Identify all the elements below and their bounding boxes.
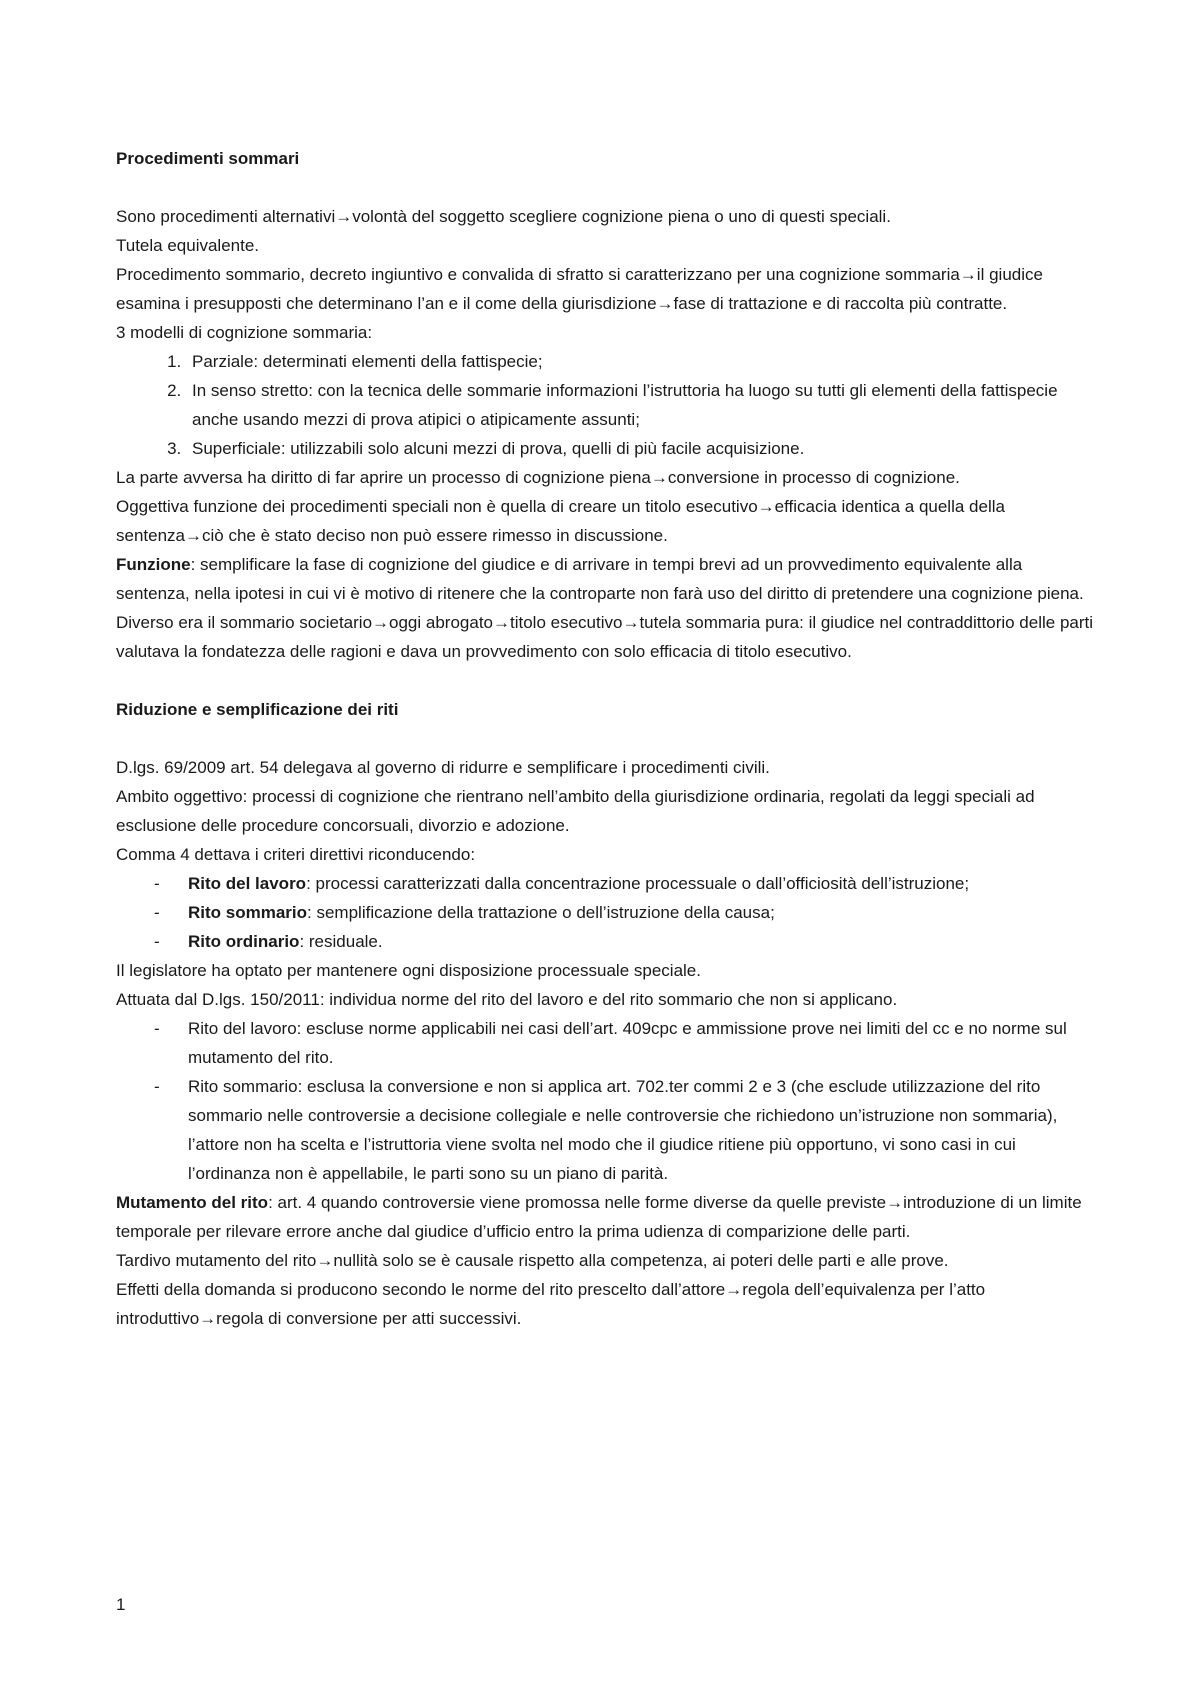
paragraph: 3 modelli di cognizione sommaria: xyxy=(116,323,373,342)
list-item: - Rito sommario: esclusa la conversione e non si applica art. 702.ter commi 2 e 3 (che esclude utilizzazione del rito sommario nelle controversie a decisione collegiale e nelle controversie che richiedono un’istruzione non sommaria), l’attore non ha scelta e l’istruttoria viene svolta nel modo che il giudice ritiene più opportuno, vi sono casi in cui l’ordinanza non è appellabile, le parti sono su un piano di parità. xyxy=(116,1072,1096,1188)
list-item-text: : processi caratterizzati dalla concentrazione processuale o dall’officiosità dell’istruzione; xyxy=(306,874,970,893)
spacer xyxy=(116,666,1096,695)
paragraph: Comma 4 dettava i criteri direttivi riconducendo: xyxy=(116,845,476,864)
section-heading-riduzione: Riduzione e semplificazione dei riti xyxy=(116,700,399,719)
document-page xyxy=(116,144,1096,1333)
bold-term: Rito sommario xyxy=(188,903,308,922)
paragraph xyxy=(116,550,1096,608)
list-item: 1. Parziale: determinati elementi della fattispecie; xyxy=(186,347,1096,376)
list-item xyxy=(116,898,1096,927)
numbered-list xyxy=(116,347,1096,463)
paragraph xyxy=(116,1188,1096,1246)
paragraph: D.lgs. 69/2009 art. 54 delegava al governo di ridurre e semplificare i procedimenti civili. xyxy=(116,758,770,777)
spacer xyxy=(116,173,1096,202)
bold-term: Mutamento del rito xyxy=(116,1193,269,1212)
dash-list xyxy=(116,1014,1096,1188)
paragraph: La parte avversa ha diritto di far aprire un processo di cognizione piena→conversione in processo di cognizione. xyxy=(116,468,960,487)
list-item: 3. Superficiale: utilizzabili solo alcuni mezzi di prova, quelli di più facile acquisizione. xyxy=(186,434,1096,463)
list-item-text: : semplificazione della trattazione o dell’istruzione della causa; xyxy=(307,903,775,922)
section-heading-procedimenti: Procedimenti sommari xyxy=(116,149,300,168)
bold-term: Funzione xyxy=(116,555,191,574)
paragraph: Tardivo mutamento del rito→nullità solo se è causale rispetto alla competenza, ai poteri delle parti e alle prove. xyxy=(116,1251,949,1270)
list-item-text: : residuale. xyxy=(299,932,383,951)
paragraph-text: : art. 4 quando controversie viene promossa nelle forme diverse da quelle previste→introduzione di un limite temporale per rilevare errore anche dal giudice d’ufficio entro la prima udienza di comparizione delle parti. xyxy=(116,1193,1082,1241)
list-item xyxy=(116,927,1096,956)
paragraph: Attuata dal D.lgs. 150/2011: individua norme del rito del lavoro e del rito sommario che non si applicano. xyxy=(116,990,898,1009)
list-item xyxy=(116,869,1096,898)
list-item: - Rito del lavoro: escluse norme applicabili nei casi dell’art. 409cpc e ammissione prove nei limiti del cc e no norme sul mutamento del rito. xyxy=(116,1014,1096,1072)
dash-list xyxy=(116,869,1096,956)
paragraph-text: : semplificare la fase di cognizione del giudice e di arrivare in tempi brevi ad un provvedimento equivalente alla sentenza, nella ipotesi in cui vi è motivo di ritenere che la controparte non farà uso del diritto di pretendere una cognizione piena. xyxy=(116,555,1084,603)
paragraph: Ambito oggettivo: processi di cognizione che rientrano nell’ambito della giurisdizione ordinaria, regolati da leggi speciali ad esclusione delle procedure concorsuali, divorzio e adozione. xyxy=(116,787,1035,835)
bold-term: Rito del lavoro xyxy=(188,874,307,893)
paragraph: Diverso era il sommario societario→oggi abrogato→titolo esecutivo→tutela sommaria pura: il giudice nel contraddittorio delle parti valutava la fondatezza delle ragioni e dava un provvedimento con solo efficacia di titolo esecutivo. xyxy=(116,613,1094,661)
paragraph: Sono procedimenti alternativi→volontà del soggetto scegliere cognizione piena o uno di questi speciali. xyxy=(116,207,891,226)
paragraph: Il legislatore ha optato per mantenere ogni disposizione processuale speciale. xyxy=(116,961,701,980)
page-number: 1 xyxy=(116,1595,126,1614)
paragraph: Oggettiva funzione dei procedimenti speciali non è quella di creare un titolo esecutivo→efficacia identica a quella della sentenza→ciò che è stato deciso non può essere rimesso in discussione. xyxy=(116,497,1005,545)
bold-term: Rito ordinario xyxy=(188,932,300,951)
paragraph: Effetti della domanda si producono secondo le norme del rito prescelto dall’attore→regola dell’equivalenza per l’atto introduttivo→regola di conversione per atti successivi. xyxy=(116,1280,986,1328)
list-item: 2. In senso stretto: con la tecnica delle sommarie informazioni l’istruttoria ha luogo su tutti gli elementi della fattispecie anche usando mezzi di prova atipici o atipicamente assunti; xyxy=(186,376,1096,434)
paragraph: Tutela equivalente. xyxy=(116,236,260,255)
spacer xyxy=(116,724,1096,753)
paragraph: Procedimento sommario, decreto ingiuntivo e convalida di sfratto si caratterizzano per una cognizione sommaria→il giudice esamina i presupposti che determinano l’an e il come della giurisdizione→fase di trattazione e di raccolta più contratte. xyxy=(116,265,1043,313)
